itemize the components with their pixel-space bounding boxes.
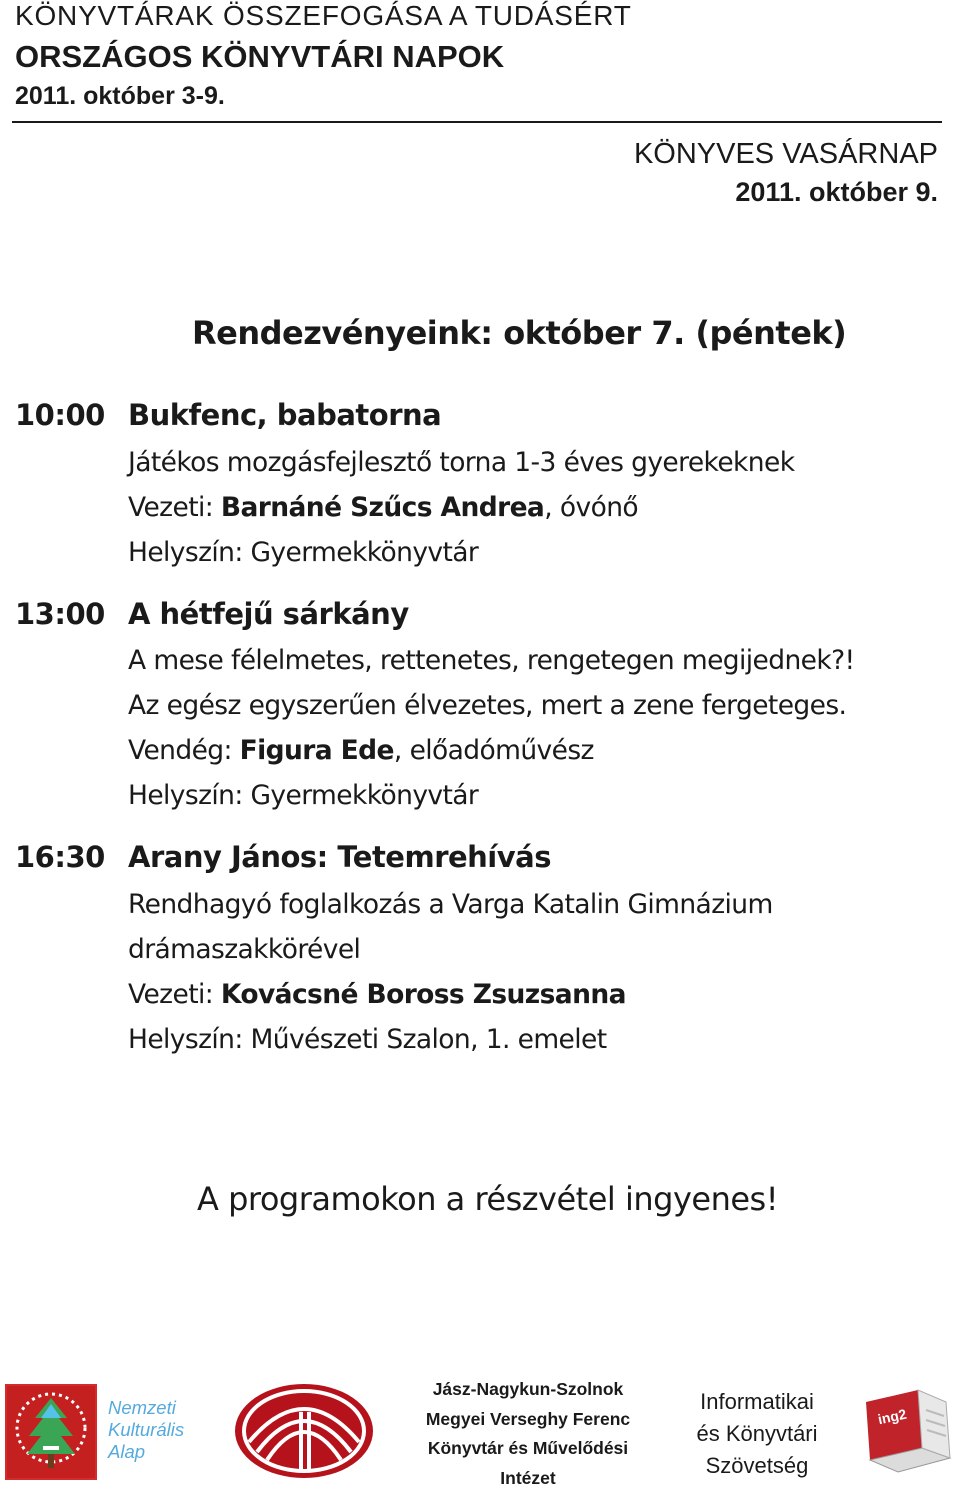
event-location: Helyszín: Gyermekkönyvtár [128, 537, 478, 568]
book-logo-text: ing2 [876, 1406, 908, 1428]
event-leader [128, 979, 626, 1010]
event-time: 10:00 [15, 398, 105, 432]
guest-name: Figura Ede [240, 735, 394, 766]
leader-label: Vezeti: [128, 492, 221, 523]
event-description: Az egész egyszerűen élvezetes, mert a zene fergeteges. [128, 690, 846, 721]
ikszt-line-3: Szövetség [684, 1450, 830, 1482]
nka-logo [5, 1384, 97, 1480]
library-emblem-icon [233, 1382, 375, 1480]
event-title: Arany János: Tetemrehívás [128, 840, 551, 874]
free-admission-note: A programokon a részvétel ingyenes! [197, 1180, 778, 1218]
tree-flag-icon [5, 1384, 97, 1480]
library-name-line-2: Megyei Verseghy Ferenc [412, 1405, 644, 1435]
event-date: 2011. október 9. [735, 177, 938, 208]
event-location: Helyszín: Gyermekkönyvtár [128, 780, 478, 811]
library-name [412, 1375, 644, 1493]
library-name-line-1: Jász-Nagykun-Szolnok [412, 1375, 644, 1405]
section-title: Rendezvényeink: október 7. (péntek) [192, 314, 846, 352]
event-description: drámaszakkörével [128, 934, 360, 965]
guest-role: , előadóművész [394, 735, 594, 766]
event-time: 16:30 [15, 840, 105, 874]
nka-line-3: Alap [108, 1441, 184, 1463]
event-description: Játékos mozgásfejlesztő torna 1-3 éves gyerekeknek [128, 447, 794, 478]
ikszt-name [684, 1386, 830, 1482]
header-divider [12, 121, 942, 123]
nka-line-1: Nemzeti [108, 1397, 184, 1419]
leader-label: Vezeti: [128, 979, 221, 1010]
book-icon [860, 1388, 955, 1474]
ikszt-line-2: és Könyvtári [684, 1418, 830, 1450]
event-title: Bukfenc, babatorna [128, 398, 441, 432]
event-guest [128, 735, 594, 766]
leader-name: Kovácsné Boross Zsuzsanna [221, 979, 626, 1010]
guest-label: Vendég: [128, 735, 240, 766]
library-emblem [233, 1382, 375, 1480]
library-name-line-3: Könyvtár és Művelődési [412, 1434, 644, 1464]
event-description: Rendhagyó foglalkozás a Varga Katalin Gimnázium [128, 889, 773, 920]
leader-name: Barnáné Szűcs Andrea [221, 492, 544, 523]
event-title: A hétfejű sárkány [128, 597, 409, 631]
event-time: 13:00 [15, 597, 105, 631]
leader-role: , óvónő [544, 492, 638, 523]
nka-logo-text [108, 1397, 184, 1463]
header-line-2: ORSZÁGOS KÖNYVTÁRI NAPOK [15, 39, 504, 75]
library-name-line-4: Intézet [412, 1464, 644, 1493]
header-line-1: KÖNYVTÁRAK ÖSSZEFOGÁSA A TUDÁSÉRT [15, 0, 632, 32]
event-location: Helyszín: Művészeti Szalon, 1. emelet [128, 1024, 607, 1055]
nka-line-2: Kulturális [108, 1419, 184, 1441]
book-logo [860, 1388, 955, 1474]
event-leader [128, 492, 638, 523]
event-name: KÖNYVES VASÁRNAP [634, 138, 938, 171]
event-description: A mese félelmetes, rettenetes, rengetegen megijednek?! [128, 645, 855, 676]
header-date: 2011. október 3-9. [15, 82, 225, 111]
ikszt-line-1: Informatikai [684, 1386, 830, 1418]
